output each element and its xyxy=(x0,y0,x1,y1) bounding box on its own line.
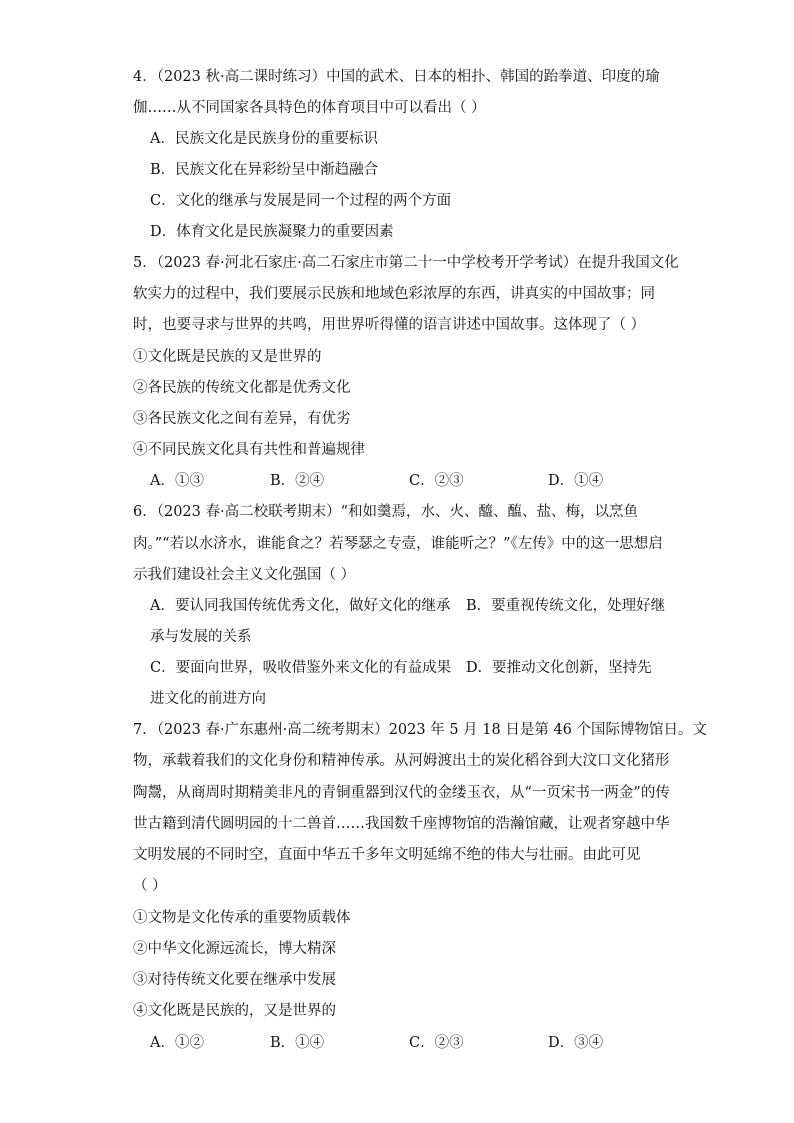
q5-option-d: D．①④ xyxy=(548,473,604,489)
q4-option-b: B．民族文化在异彩纷呈中渐趋融合 xyxy=(150,162,379,178)
q7-stem-line5: 文明发展的不同时空，直面中华五千多年文明延绵不绝的伟大与壮丽。由此可见 xyxy=(133,847,641,863)
q7-stem-line2: 物，承载着我们的文化身份和精神传承。从河姆渡出土的炭化稻谷到大汶口文化猪形 xyxy=(133,753,670,769)
q4-option-a: A．民族文化是民族身份的重要标识 xyxy=(150,131,378,147)
q4-option-c: C．文化的继承与发展是同一个过程的两个方面 xyxy=(150,193,452,209)
q7-stem-line1: 7．（2023 春·广东惠州·高二统考期末）2023 年 5 月 18 日是第 46 个国际博物馆日。文 xyxy=(133,722,707,738)
q5-stem-line3: 时，也要寻求与世界的共鸣，用世界听得懂的语言讲述中国故事。这体现了（ ） xyxy=(133,317,646,333)
q7-item-3: ③对待传统文化要在继承中发展 xyxy=(133,972,336,988)
q7-stem-line4: 世古籍到清代圆明园的十二兽首……我国数千座博物馆的浩瀚馆藏，让观者穿越中华 xyxy=(133,816,670,832)
q6-option-d: D．要推动文化创新，坚持先 xyxy=(466,660,652,676)
q5-item-3: ③各民族文化之间有差异，有优劣 xyxy=(133,411,351,427)
q4-option-d: D．体育文化是民族凝聚力的重要因素 xyxy=(150,224,394,240)
q7-stem-line6: （ ） xyxy=(133,878,167,894)
q6-stem-line3: 示我们建设社会主义文化强国（ ） xyxy=(133,567,356,583)
q7-item-1: ①文物是文化传承的重要物质载体 xyxy=(133,910,351,926)
q5-option-a: A．①③ xyxy=(150,473,204,489)
q6-option-a: A．要认同我国传统优秀文化，做好文化的继承 xyxy=(150,598,451,614)
q7-item-2: ②中华文化源远流长，博大精深 xyxy=(133,941,336,957)
q7-option-a: A．①② xyxy=(150,1035,204,1051)
q6-stem-line1: 6．（2023 春·高二校联考期末）“和如羹焉，水、火、醯、醢、盐、梅，以烹鱼 xyxy=(133,504,639,520)
q5-option-c: C．②③ xyxy=(409,473,464,489)
q5-option-b: B．②④ xyxy=(270,473,325,489)
q7-stem-line3: 陶鬶，从商周时期精美非凡的青铜重器到汉代的金缕玉衣，从“一页宋书一两金”的传 xyxy=(133,785,670,801)
q6-option-b-continued: 承与发展的关系 xyxy=(150,629,252,645)
q5-item-2: ②各民族的传统文化都是优秀文化 xyxy=(133,380,351,396)
q6-option-d-continued: 进文化的前进方向 xyxy=(150,691,266,707)
q5-stem-line2: 软实力的过程中，我们要展示民族和地域色彩浓厚的东西，讲真实的中国故事；同 xyxy=(133,286,655,302)
q5-stem-line1: 5．（2023 春·河北石家庄·高二石家庄市第二十一中学校考开学考试）在提升我国文化 xyxy=(133,255,679,271)
q7-option-b: B．①④ xyxy=(270,1035,325,1051)
q5-item-4: ④不同民族文化具有共性和普遍规律 xyxy=(133,442,365,458)
q7-option-d: D．③④ xyxy=(548,1035,604,1051)
q4-stem-line1: 4．（2023 秋·高二课时练习）中国的武术、日本的相扑、韩国的跆拳道、印度的瑜 xyxy=(133,69,660,85)
q6-option-b: B．要重视传统文化，处理好继 xyxy=(466,598,666,614)
q6-option-c: C．要面向世界，吸收借鉴外来文化的有益成果 xyxy=(150,660,452,676)
q7-item-4: ④文化既是民族的，又是世界的 xyxy=(133,1003,336,1019)
q5-item-1: ①文化既是民族的又是世界的 xyxy=(133,349,322,365)
q4-stem-line2: 伽……从不同国家各具特色的体育项目中可以看出（ ） xyxy=(133,100,486,116)
q6-stem-line2: 肉。”“若以水济水，谁能食之？若琴瑟之专壹，谁能听之？”《左传》中的这一思想启 xyxy=(133,536,663,552)
q7-option-c: C．②③ xyxy=(409,1035,464,1051)
